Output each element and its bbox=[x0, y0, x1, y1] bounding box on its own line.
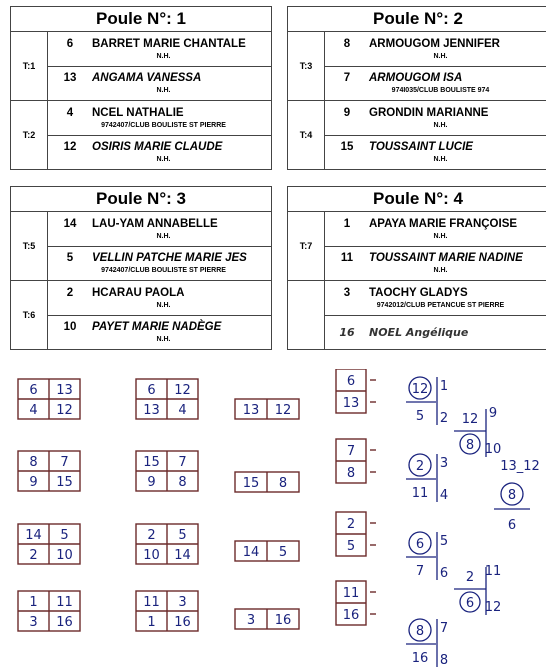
table-row bbox=[288, 212, 546, 281]
handwritten-number: 12 bbox=[461, 412, 479, 427]
player-number: 14 bbox=[63, 217, 77, 230]
handwritten-number: 10 bbox=[143, 548, 160, 563]
handwritten-number: 16 bbox=[274, 613, 292, 628]
handwritten-number: 6 bbox=[415, 537, 425, 552]
table-row bbox=[288, 281, 546, 349]
player-number: 6 bbox=[66, 37, 74, 50]
player-name: TAOCHY GLADYS bbox=[369, 286, 468, 299]
handwritten-number: 5 bbox=[439, 534, 449, 549]
handwritten-number: 11 bbox=[484, 564, 502, 579]
table-label: T:7 bbox=[288, 212, 325, 280]
handwritten-number: 2 bbox=[439, 411, 449, 426]
table-row bbox=[288, 101, 546, 169]
player-entry bbox=[48, 135, 271, 170]
handwritten-number: 15 bbox=[143, 455, 160, 470]
handwritten-number: 8 bbox=[439, 653, 449, 668]
poule-2 bbox=[287, 6, 546, 170]
poule-title: Poule N°: 2 bbox=[288, 7, 546, 32]
handwritten-number: 4 bbox=[439, 488, 449, 503]
handwritten-number: 11 bbox=[411, 486, 429, 501]
player-club: 9742407/CLUB BOULISTE ST PIERRE bbox=[101, 121, 226, 129]
handwritten-number: 4 bbox=[178, 403, 187, 418]
handwritten-number: 5 bbox=[278, 545, 288, 560]
handwritten-number: 6 bbox=[465, 596, 475, 611]
table-label: T:6 bbox=[11, 281, 48, 349]
player-club: N.H. bbox=[433, 232, 448, 240]
final-winner: 8 bbox=[507, 488, 517, 503]
player-name: NOEL Angélique bbox=[369, 325, 469, 339]
handwritten-number: 15 bbox=[56, 475, 73, 490]
handwritten-number: 8 bbox=[178, 475, 187, 490]
table-row bbox=[11, 32, 271, 101]
handwritten-number: 11 bbox=[143, 595, 160, 610]
handwritten-number: 12 bbox=[274, 403, 292, 418]
handwritten-number: 1 bbox=[29, 595, 38, 610]
player-club: N.H. bbox=[156, 301, 171, 309]
handwritten-number: 2 bbox=[147, 528, 156, 543]
player-name: LAU-YAM ANNABELLE bbox=[92, 217, 218, 230]
handwritten-number: 8 bbox=[346, 466, 356, 481]
handwritten-number: 4 bbox=[29, 403, 38, 418]
handwritten-number: 7 bbox=[178, 455, 187, 470]
player-club: 974I035/CLUB BOULISTE 974 bbox=[391, 87, 490, 95]
player-club: N.H. bbox=[433, 156, 448, 164]
poule-title: Poule N°: 3 bbox=[11, 187, 271, 212]
player-entry bbox=[325, 212, 546, 246]
handwritten-number: 12 bbox=[56, 403, 73, 418]
handwritten-number: 2 bbox=[29, 548, 38, 563]
player-name: ARMOUGOM ISA bbox=[369, 72, 463, 85]
handwritten-number: 2 bbox=[346, 517, 356, 532]
player-number: 16 bbox=[339, 325, 355, 339]
player-club: N.H. bbox=[156, 87, 171, 95]
player-entry bbox=[48, 212, 271, 246]
handwritten-number: 7 bbox=[415, 564, 425, 579]
player-name: TOUSSAINT MARIE NADINE bbox=[369, 252, 523, 265]
handwritten-number: 16 bbox=[56, 615, 73, 630]
player-entry bbox=[48, 281, 271, 315]
handwritten-number: 8 bbox=[278, 476, 288, 491]
player-name: GRONDIN MARIANNE bbox=[369, 106, 489, 119]
player-number: 4 bbox=[66, 106, 74, 119]
player-number: 8 bbox=[343, 37, 351, 50]
player-entry bbox=[48, 32, 271, 66]
handwritten-number: 6 bbox=[147, 383, 156, 398]
handwritten-number: 13 bbox=[143, 403, 160, 418]
table-row bbox=[11, 212, 271, 281]
player-name: ANGAMA VANESSA bbox=[92, 72, 202, 85]
handwritten-number: 3 bbox=[178, 595, 187, 610]
table-row bbox=[11, 281, 271, 349]
handwritten-number: 8 bbox=[29, 455, 38, 470]
handwritten-number: 7 bbox=[60, 455, 69, 470]
table-row bbox=[288, 32, 546, 101]
handwritten-number: 7 bbox=[439, 621, 449, 636]
final-runner-up: 6 bbox=[507, 518, 517, 533]
player-entry bbox=[325, 135, 546, 170]
handwritten-number: 5 bbox=[60, 528, 69, 543]
player-entry bbox=[325, 101, 546, 135]
table-label: T:3 bbox=[288, 32, 325, 100]
handwritten-number: 12 bbox=[411, 382, 429, 397]
handwritten-number: 16 bbox=[411, 651, 429, 666]
table-row bbox=[11, 101, 271, 169]
player-number: 5 bbox=[66, 252, 74, 265]
player-name: PAYET MARIE NADÈGE bbox=[92, 321, 222, 334]
handwritten-number: 13 bbox=[242, 403, 260, 418]
handwritten-number: 14 bbox=[242, 545, 260, 560]
player-number: 12 bbox=[63, 141, 77, 154]
handwritten-number: 8 bbox=[415, 624, 425, 639]
player-club: N.H. bbox=[156, 232, 171, 240]
player-club: N.H. bbox=[433, 52, 448, 60]
player-name: TOUSSAINT LUCIE bbox=[369, 141, 473, 154]
player-entry bbox=[48, 66, 271, 101]
table-label: T:5 bbox=[11, 212, 48, 280]
player-name: HCARAU PAOLA bbox=[92, 286, 185, 299]
handwritten-number: 3 bbox=[29, 615, 38, 630]
player-entry bbox=[325, 315, 546, 350]
handwritten-number: 5 bbox=[346, 539, 356, 554]
player-club: N.H. bbox=[156, 52, 171, 60]
handwritten-number: 7 bbox=[346, 444, 356, 459]
player-entry bbox=[325, 66, 546, 101]
player-entry bbox=[48, 101, 271, 135]
poule-title: Poule N°: 4 bbox=[288, 187, 546, 212]
poule-1 bbox=[10, 6, 272, 170]
player-number: 1 bbox=[343, 217, 351, 230]
player-number: 2 bbox=[66, 286, 74, 299]
handwritten-number: 14 bbox=[25, 528, 42, 543]
player-club: N.H. bbox=[156, 336, 171, 344]
handwritten-number: 6 bbox=[29, 383, 38, 398]
table-label: T:4 bbox=[288, 101, 325, 169]
player-number: 9 bbox=[343, 106, 351, 119]
handwritten-number: 9 bbox=[488, 406, 498, 421]
handwritten-number: 15 bbox=[242, 476, 260, 491]
handwritten-number: 13 bbox=[342, 396, 360, 411]
handwritten-number: 9 bbox=[29, 475, 38, 490]
player-club: N.H. bbox=[433, 267, 448, 275]
player-name: VELLIN PATCHE MARIE JES bbox=[92, 252, 247, 265]
poule-title: Poule N°: 1 bbox=[11, 7, 271, 32]
player-number: 10 bbox=[63, 321, 77, 334]
player-number: 7 bbox=[343, 72, 351, 85]
handwritten-number: 2 bbox=[415, 459, 425, 474]
handwritten-number: 12 bbox=[174, 383, 191, 398]
handwritten-number: 6 bbox=[439, 566, 449, 581]
player-name: BARRET MARIE CHANTALE bbox=[92, 37, 246, 50]
player-number: 11 bbox=[340, 252, 354, 265]
final-score-label: 13_12 bbox=[500, 459, 540, 474]
player-club: N.H. bbox=[156, 156, 171, 164]
handwritten-bracket bbox=[0, 369, 546, 669]
handwritten-number: 14 bbox=[174, 548, 191, 563]
player-club: N.H. bbox=[433, 121, 448, 129]
handwritten-number: 3 bbox=[439, 456, 449, 471]
player-entry bbox=[48, 315, 271, 350]
handwritten-number: 16 bbox=[342, 608, 360, 623]
handwritten-number: 2 bbox=[465, 570, 475, 585]
handwritten-number: 1 bbox=[439, 379, 449, 394]
handwritten-number: 6 bbox=[346, 374, 356, 389]
table-label bbox=[288, 281, 325, 349]
player-number: 13 bbox=[63, 72, 77, 85]
player-club: 9742012/CLUB PETANCUE ST PIERRE bbox=[376, 301, 505, 309]
handwritten-number: 13 bbox=[56, 383, 73, 398]
player-name: APAYA MARIE FRANÇOISE bbox=[369, 217, 518, 230]
player-name: ARMOUGOM JENNIFER bbox=[369, 37, 500, 50]
player-number: 15 bbox=[340, 141, 354, 154]
handwritten-number: 5 bbox=[415, 409, 425, 424]
handwritten-number: 3 bbox=[246, 613, 256, 628]
handwritten-number: 5 bbox=[178, 528, 187, 543]
poule-4 bbox=[287, 186, 546, 350]
player-entry bbox=[325, 32, 546, 66]
handwritten-number: 10 bbox=[56, 548, 73, 563]
handwritten-number: 11 bbox=[56, 595, 73, 610]
player-name: NCEL NATHALIE bbox=[92, 106, 184, 119]
handwritten-number: 11 bbox=[342, 586, 360, 601]
handwritten-number: 16 bbox=[174, 615, 191, 630]
player-entry bbox=[325, 281, 546, 315]
poule-3 bbox=[10, 186, 272, 350]
table-label: T:2 bbox=[11, 101, 48, 169]
player-name: OSIRIS MARIE CLAUDE bbox=[92, 141, 223, 154]
player-entry bbox=[48, 246, 271, 281]
handwritten-number: 12 bbox=[484, 600, 502, 615]
handwritten-number: 9 bbox=[147, 475, 156, 490]
handwritten-number: 8 bbox=[465, 438, 475, 453]
handwritten-number: 10 bbox=[484, 442, 502, 457]
player-club: 9742407/CLUB BOULISTE ST PIERRE bbox=[101, 267, 226, 275]
player-number: 3 bbox=[343, 286, 351, 299]
player-entry bbox=[325, 246, 546, 281]
table-label: T:1 bbox=[11, 32, 48, 100]
handwritten-number: 1 bbox=[147, 615, 156, 630]
